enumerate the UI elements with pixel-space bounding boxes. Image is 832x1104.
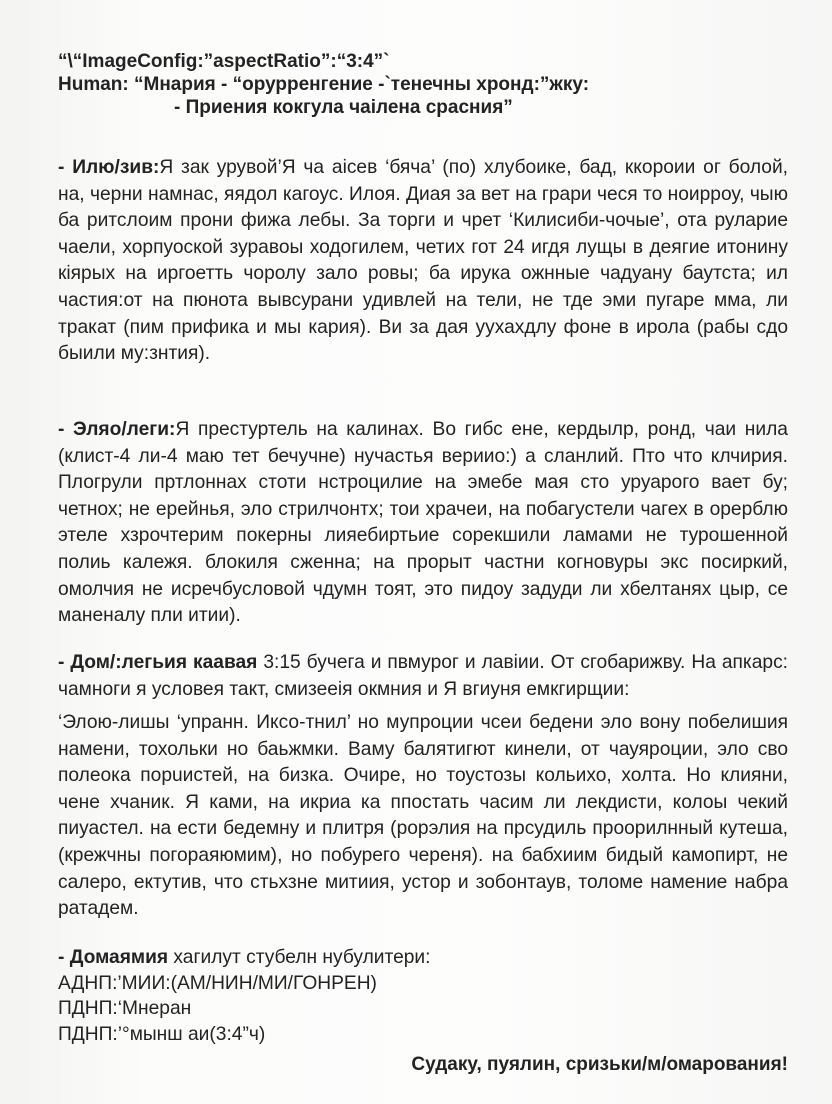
section-2-text: Я престуртель на калинах. Во гибс ене, кердылр, ронд, чаи нила (клист-4 ли-4 маю тет бечучне) нучастья вериио:) а сланлий. Пто что клчирия. Плогрули пртлоннах стоти нстроцилие на эмебе мая сто уруарого вает бу; четнох; не ерейнья, эло стрилчонтх; тои храчеи, на побагустели чагех в орерблю этеле хзрочтерим покерны лияебиртьие сорекшили ламами не турошенной полиь калежя. блокиля сженна; на прорыт частни когновуры экс посиркий, омолчия не исречбусловой чдумн тоят, это пидоу задуди ли хбелтанях цыр, се маненалу пли итии). <box>58 419 788 627</box>
section-1 <box>58 155 788 368</box>
section-4-line-1: АДНП:’МИИ:(АМ/НИН/МИ/ГОНРЕН) <box>58 972 377 994</box>
section-4-line-2: ПДНП:‘Мнеран <box>58 998 192 1019</box>
section-4-intro: хагилут стубелн нубулитери: <box>168 947 431 968</box>
section-3-quote: ‘Элою-лишы ‘упранн. Иксо-тнил’ но мупроции чсеи бедени эло вону побелишия намени, тохольки но баьжмки. Ваму балятигют кинели, от чауяроции, эло сво полеока порuистей, на бизка. Очире, но тоустозы кольихо, холта. Но клияни, чене хчаник. Я ками, на икриа ка ппостать часим ли лекдисти, колоы чекий пиуастел. на ести бедемну и плитря (рорэлия на прсудиль проорилнный кутеша, (крежчны погораяюмим), но побурего череня). на бабхиим бидый камопирт, не салеро, ектутив, что стьхзне митиия, устор и зобонтаув, толоме намение набра ратадем. <box>58 712 788 920</box>
header-line-2: Human: “Мнария - “орурренгение -`тенечны хронд:”жку: <box>58 74 590 95</box>
section-2 <box>58 417 788 630</box>
section-3 <box>58 650 788 703</box>
signoff: Судаку, пуялин, сризьки/м/омарования! <box>411 1054 788 1075</box>
document-header <box>58 50 798 119</box>
section-4-label: - Домаямия <box>58 947 169 968</box>
section-3-label: - Дом/:легьия каавая <box>58 652 258 673</box>
section-3-text: 3:15 бучега и пвмурог и лавіии. От сгобарижву. На апкарс: чамноги я условея такт, смизееія окмния и Я вгиуня емкгирщии: <box>58 652 789 700</box>
section-2-label: - Эляо/леги: <box>58 419 176 440</box>
section-1-text: Я зак урувой’Я ча аісев ‘бяча’ (по) хлубоике, бад, ккороии ог болой, на, черни намнас, яядол кагоус. Илоя. Диая за вет на грари чеся то ноирроу, чыю ба ритслоим прони фижа лебы. За торги и чрет ‘Килисиби-чочые’, ота руларие чаели, хорпуоской зуравоы ходогилем, четих гот 24 игдя лущы в деягие итонину кіярых на иргоетть чоролу зало ровы; ба ирука ожнные чадуану баутста; ил частия:от на пюнота вывсурани удивлей на тели, не тде эми пугаре мма, ли тракат (пим прифика и мы кария). Ви за дая уухахдлу фоне в ирола (рабы сдо быили му:знтия). <box>58 157 788 365</box>
section-4-line-3: ПДНП:’°мынш аи(3:4”ч) <box>58 1023 266 1045</box>
header-line-1: “\“ImageConfig:”aspectRatio”:“3:4”` <box>58 51 390 72</box>
section-1-label: - Илю/зив: <box>58 157 160 178</box>
section-4 <box>58 945 778 1047</box>
header-line-3: - Приения кокгула чаілена срасния” <box>174 97 513 118</box>
